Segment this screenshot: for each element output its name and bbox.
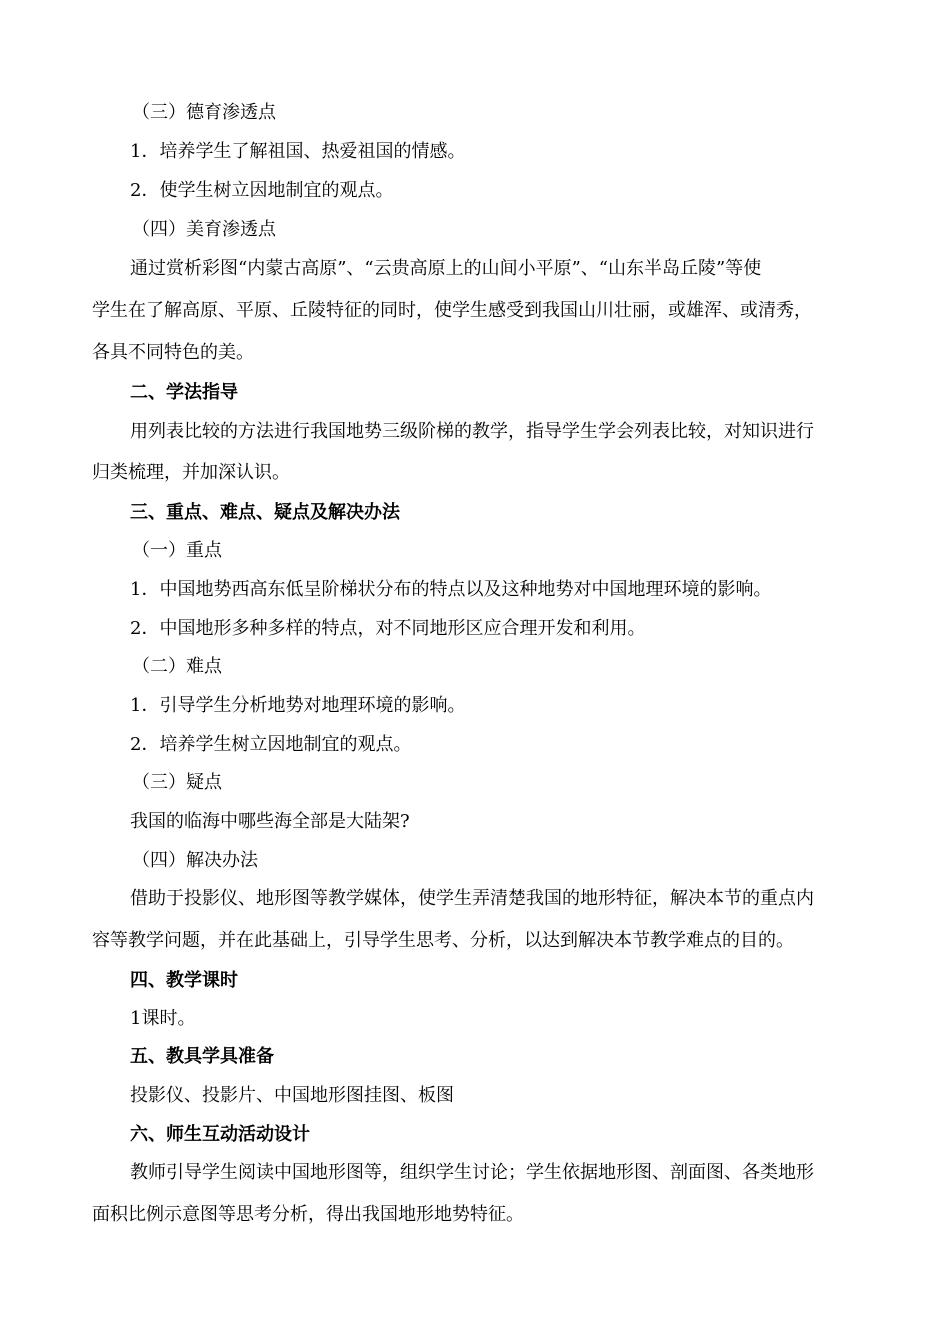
paragraph-line: 投影仪、投影片、中国地形图挂图、板图 <box>130 1085 454 1106</box>
paragraph-line: 通过赏析彩图“内蒙古高原”、“云贵高原上的山间小平原”、“山东半岛丘陵”等使 <box>130 258 762 279</box>
subheading-doubt: （三）疑点 <box>132 772 222 793</box>
paragraph-line: 1课时。 <box>130 1008 196 1029</box>
numbered-item: 2．中国地形多种多样的特点，对不同地形区应合理开发和利用。 <box>130 618 646 639</box>
numbered-item: 1．引导学生分析地势对地理环境的影响。 <box>130 695 466 716</box>
numbered-item: 2．培养学生树立因地制宜的观点。 <box>130 734 412 755</box>
paragraph-line: 归类梳理，并加深认识。 <box>92 462 290 483</box>
subheading-key-point: （一）重点 <box>132 540 222 561</box>
numbered-item: 1．培养学生了解祖国、热爱祖国的情感。 <box>130 141 466 162</box>
paragraph-line: 各具不同特色的美。 <box>92 342 254 363</box>
paragraph-line: 容等教学问题，并在此基础上，引导学生思考、分析，以达到解决本节教学难点的目的。 <box>92 930 794 951</box>
section-heading-class-hours: 四、教学课时 <box>130 970 238 991</box>
section-heading-interaction-design: 六、师生互动活动设计 <box>130 1124 310 1145</box>
subheading-difficulty: （二）难点 <box>132 656 222 677</box>
section-heading-teaching-aids: 五、教具学具准备 <box>130 1046 274 1067</box>
section-heading-study-method: 二、学法指导 <box>130 382 238 403</box>
paragraph-line: 教师引导学生阅读中国地形图等，组织学生讨论；学生依据地形图、剖面图、各类地形 <box>130 1162 814 1183</box>
numbered-item: 1．中国地势西高东低呈阶梯状分布的特点以及这种地势对中国地理环境的影响。 <box>130 579 772 600</box>
subheading-moral-education: （三）德育渗透点 <box>132 102 276 123</box>
paragraph-line: 我国的临海中哪些海全部是大陆架? <box>130 811 410 832</box>
subheading-aesthetic-education: （四）美育渗透点 <box>132 219 276 240</box>
subheading-solution: （四）解决办法 <box>132 850 258 871</box>
section-heading-key-points: 三、重点、难点、疑点及解决办法 <box>130 502 400 523</box>
numbered-item: 2．使学生树立因地制宜的观点。 <box>130 180 394 201</box>
paragraph-line: 学生在了解高原、平原、丘陵特征的同时，使学生感受到我国山川壮丽，或雄浑、或清秀， <box>92 300 812 321</box>
paragraph-line: 面积比例示意图等思考分析，得出我国地形地势特征。 <box>92 1204 524 1225</box>
paragraph-line: 借助于投影仪、地形图等教学媒体，使学生弄清楚我国的地形特征，解决本节的重点内 <box>130 888 814 909</box>
paragraph-line: 用列表比较的方法进行我国地势三级阶梯的教学，指导学生学会列表比较，对知识进行 <box>130 421 814 442</box>
